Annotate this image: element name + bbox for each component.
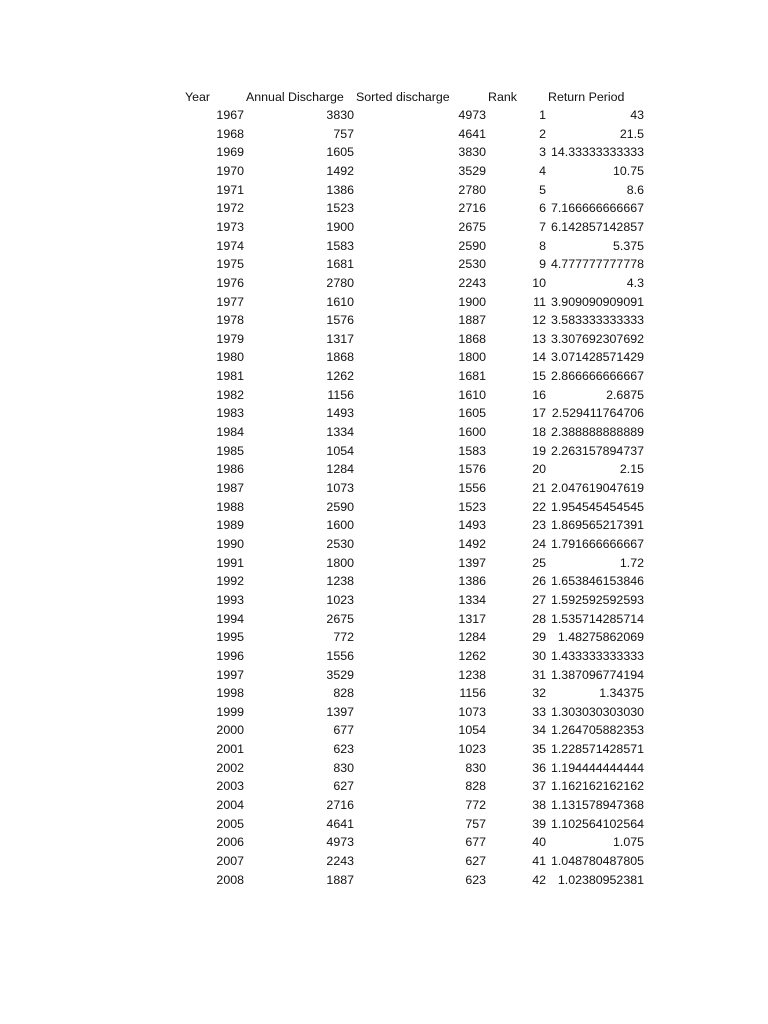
table-header-row [0,88,768,106]
sorted-discharge-cell: 3529 [458,163,486,178]
year-cell: 1985 [216,443,244,458]
return-period-cell: 2.529411764706 [551,406,644,421]
table-row [0,274,768,292]
year-cell: 1984 [216,425,244,440]
return-period-cell: 4.777777777778 [550,257,644,272]
rank-cell: 20 [532,462,546,477]
year-cell: 1997 [216,667,244,682]
year-cell: 1970 [216,163,244,178]
table-row [0,852,768,870]
return-period-cell: 1.592592592593 [550,592,644,607]
table-row [0,871,768,889]
annual-discharge-cell: 1583 [326,238,354,253]
return-period-cell: 1.48275862069 [557,630,644,645]
annual-discharge-cell: 1492 [326,163,354,178]
rank-cell: 11 [533,294,546,309]
year-cell: 1989 [216,518,244,533]
year-cell: 1977 [216,294,244,309]
rank-cell: 16 [532,387,546,402]
annual-discharge-cell: 1284 [326,462,354,477]
rank-cell: 39 [532,816,546,831]
rank-cell: 25 [532,555,546,570]
table-row [0,460,768,478]
return-period-cell: 1.102564102564 [550,816,644,831]
rank-cell: 19 [532,443,546,458]
return-period-cell: 1.791666666667 [550,536,644,551]
sorted-discharge-cell: 1900 [458,294,486,309]
table-row [0,404,768,422]
return-period-cell: 2.388888888889 [550,425,644,440]
annual-discharge-cell: 2590 [326,499,354,514]
annual-discharge-cell: 1317 [326,331,354,346]
year-cell: 1992 [216,574,244,589]
return-period-cell: 3.071428571429 [550,350,644,365]
sorted-discharge-cell: 1073 [458,704,486,719]
annual-discharge-cell: 1023 [326,592,354,607]
table-row [0,721,768,739]
return-period-cell: 2.866666666667 [550,369,644,384]
annual-discharge-cell: 1156 [327,387,354,402]
year-cell: 1990 [216,536,244,551]
sorted-discharge-cell: 2780 [458,182,486,197]
year-cell: 1999 [216,704,244,719]
sorted-discharge-cell: 2590 [458,238,486,253]
header-annual-discharge: Annual Discharge [246,90,344,104]
sorted-discharge-cell: 1610 [458,387,486,402]
annual-discharge-cell: 772 [333,630,354,645]
year-cell: 1974 [216,238,244,253]
year-cell: 1967 [216,108,244,122]
rank-cell: 3 [539,145,546,160]
annual-discharge-cell: 1334 [326,425,354,440]
year-cell: 2005 [216,816,244,831]
return-period-cell: 1.72 [619,555,644,570]
annual-discharge-cell: 623 [333,742,354,757]
header-return-period: Return Period [548,90,625,104]
return-period-cell: 4.3 [626,275,644,290]
return-period-cell: 1.194444444444 [550,760,644,775]
return-period-cell: 1.954545454545 [550,499,644,514]
return-period-cell: 1.228571428571 [550,742,644,757]
year-cell: 1978 [216,313,244,328]
rank-cell: 30 [532,648,546,663]
sorted-discharge-cell: 2716 [458,201,486,216]
annual-discharge-cell: 1073 [326,481,354,495]
sorted-discharge-cell: 1238 [458,667,486,682]
table-row [0,815,768,833]
year-cell: 1972 [216,201,244,216]
return-period-cell: 1.387096774194 [550,667,644,682]
annual-discharge-cell: 1868 [326,350,354,365]
year-cell: 1973 [216,219,244,234]
table-row [0,666,768,684]
return-period-cell: 2.047619047619 [550,481,644,495]
rank-cell: 6 [539,201,546,216]
year-cell: 1980 [216,350,244,365]
year-cell: 2001 [216,742,244,757]
year-cell: 2008 [216,872,244,887]
annual-discharge-cell: 1900 [326,219,354,234]
return-period-cell: 43 [630,108,644,122]
year-cell: 1994 [216,611,244,626]
year-cell: 1979 [216,331,244,346]
table-row [0,143,768,161]
rank-cell: 38 [532,798,546,813]
table-row [0,777,768,795]
annual-discharge-cell: 677 [333,723,354,738]
annual-discharge-cell: 2675 [326,611,354,626]
year-cell: 2002 [216,760,244,775]
table-row [0,479,768,497]
sorted-discharge-cell: 2530 [458,257,486,272]
annual-discharge-cell: 1681 [326,257,354,272]
table-row [0,386,768,404]
sorted-discharge-cell: 772 [465,798,486,813]
rank-cell: 22 [532,499,546,514]
rank-cell: 27 [532,592,546,607]
return-period-cell: 3.583333333333 [550,313,644,328]
table-row [0,740,768,758]
sorted-discharge-cell: 3830 [458,145,486,160]
sorted-discharge-cell: 677 [465,835,486,850]
table-row [0,181,768,199]
table-row [0,684,768,702]
sorted-discharge-cell: 1492 [458,536,486,551]
year-cell: 1988 [216,499,244,514]
rank-cell: 28 [532,611,546,626]
table-row [0,237,768,255]
table-row [0,293,768,311]
annual-discharge-cell: 1556 [326,648,354,663]
table-row [0,199,768,217]
return-period-cell: 8.6 [626,182,644,197]
table-row [0,330,768,348]
table-row [0,572,768,590]
year-cell: 2003 [216,779,244,794]
sorted-discharge-cell: 1317 [458,611,486,626]
table-row [0,125,768,143]
sorted-discharge-cell: 1284 [458,630,486,645]
rank-cell: 8 [539,238,546,253]
return-period-cell: 1.075 [612,835,644,850]
sorted-discharge-cell: 1868 [458,331,486,346]
table-row [0,759,768,777]
return-period-cell: 1.02380952381 [557,872,644,887]
table-row [0,218,768,236]
return-period-cell: 1.131578947368 [550,798,644,813]
year-cell: 1998 [216,686,244,701]
table-row [0,591,768,609]
sorted-discharge-cell: 1386 [458,574,486,589]
return-period-cell: 3.307692307692 [550,331,644,346]
return-period-cell: 3.909090909091 [550,294,644,309]
rank-cell: 13 [532,331,546,346]
sorted-discharge-cell: 830 [465,760,486,775]
return-period-cell: 21.5 [619,126,644,141]
annual-discharge-cell: 1605 [326,145,354,160]
annual-discharge-cell: 3529 [326,667,354,682]
rank-cell: 12 [532,313,546,328]
year-cell: 2006 [216,835,244,850]
rank-cell: 4 [539,163,546,178]
sorted-discharge-cell: 1262 [458,648,486,663]
year-cell: 1986 [216,462,244,477]
annual-discharge-cell: 1386 [326,182,354,197]
sorted-discharge-cell: 2243 [458,275,486,290]
annual-discharge-cell: 1238 [326,574,354,589]
table-row [0,516,768,534]
year-cell: 1971 [216,182,244,197]
year-cell: 1991 [216,555,244,570]
table-row [0,703,768,721]
sorted-discharge-cell: 4641 [458,126,486,141]
rank-cell: 42 [532,872,546,887]
return-period-cell: 1.535714285714 [550,611,644,626]
annual-discharge-cell: 1493 [326,406,354,421]
year-cell: 2004 [216,798,244,813]
sorted-discharge-cell: 828 [465,779,486,794]
year-cell: 1976 [216,275,244,290]
table-row [0,255,768,273]
header-rank: Rank [488,90,517,104]
rank-cell: 40 [532,835,546,850]
year-cell: 1975 [216,257,244,272]
table-row [0,311,768,329]
header-year: Year [185,90,211,104]
sorted-discharge-cell: 1334 [458,592,486,607]
header-sorted-discharge: Sorted discharge [356,90,450,104]
table-row [0,610,768,628]
sorted-discharge-cell: 623 [465,872,486,887]
annual-discharge-cell: 1610 [326,294,354,309]
table-row [0,498,768,516]
annual-discharge-cell: 1262 [326,369,354,384]
return-period-cell: 2.15 [619,462,644,477]
rank-cell: 18 [532,425,546,440]
sorted-discharge-cell: 4973 [458,108,486,122]
table-row [0,442,768,460]
return-period-cell: 7.166666666667 [550,201,644,216]
year-cell: 1987 [216,481,244,495]
annual-discharge-cell: 4641 [326,816,354,831]
return-period-cell: 1.34375 [599,686,644,701]
return-period-cell: 1.162162162162 [550,779,644,794]
return-period-cell: 2.263157894737 [550,443,644,458]
sorted-discharge-cell: 1156 [459,686,486,701]
return-period-cell: 1.653846153846 [550,574,644,589]
table-row [0,554,768,572]
rank-cell: 9 [539,257,546,272]
return-period-cell: 1.869565217391 [550,518,644,533]
rank-cell: 32 [532,686,546,701]
table-row [0,162,768,180]
sorted-discharge-cell: 1054 [458,723,486,738]
return-period-cell: 1.048780487805 [550,854,644,868]
year-cell: 2000 [216,723,244,738]
rank-cell: 17 [532,406,546,421]
annual-discharge-cell: 1054 [326,443,354,458]
table-row [0,833,768,851]
year-cell: 1983 [216,406,244,421]
rank-cell: 35 [532,742,546,757]
sorted-discharge-cell: 1583 [458,443,486,458]
return-period-cell: 1.303030303030 [550,704,644,719]
annual-discharge-cell: 1887 [326,872,354,887]
year-cell: 1995 [216,630,244,645]
table-row [0,535,768,553]
sorted-discharge-cell: 1023 [458,742,486,757]
year-cell: 1982 [216,387,244,402]
rank-cell: 23 [532,518,546,533]
annual-discharge-cell: 627 [333,779,354,794]
rank-cell: 1 [539,108,546,122]
sorted-discharge-cell: 1605 [458,406,486,421]
sorted-discharge-cell: 2675 [458,219,486,234]
annual-discharge-cell: 828 [333,686,354,701]
return-period-cell: 10.75 [612,163,644,178]
annual-discharge-cell: 1576 [326,313,354,328]
year-cell: 1969 [216,145,244,160]
return-period-cell: 6.142857142857 [550,219,644,234]
sorted-discharge-cell: 1887 [458,313,486,328]
rank-cell: 15 [532,369,546,384]
return-period-cell: 5.375 [612,238,644,253]
sorted-discharge-cell: 1800 [458,350,486,365]
year-cell: 1993 [216,592,244,607]
year-cell: 1996 [216,648,244,663]
year-cell: 1981 [216,369,244,384]
sorted-discharge-cell: 1576 [458,462,486,477]
table-row [0,423,768,441]
rank-cell: 24 [532,536,546,551]
return-period-cell: 2.6875 [606,387,644,402]
rank-cell: 37 [532,779,546,794]
return-period-cell: 14.33333333333 [550,145,644,160]
rank-cell: 14 [532,350,546,365]
annual-discharge-cell: 757 [333,126,354,141]
rank-cell: 31 [532,667,546,682]
rank-cell: 10 [532,275,546,290]
table-row [0,796,768,814]
sorted-discharge-cell: 757 [465,816,486,831]
sorted-discharge-cell: 1397 [458,555,486,570]
table-row [0,367,768,385]
rank-cell: 29 [532,630,546,645]
annual-discharge-cell: 2716 [326,798,354,813]
sorted-discharge-cell: 1600 [458,425,486,440]
annual-discharge-cell: 1800 [326,555,354,570]
table-row [0,647,768,665]
annual-discharge-cell: 1523 [326,201,354,216]
year-cell: 2007 [216,854,244,868]
rank-cell: 5 [539,182,546,197]
sorted-discharge-cell: 1556 [458,481,486,495]
rank-cell: 33 [532,704,546,719]
annual-discharge-cell: 2530 [326,536,354,551]
sorted-discharge-cell: 1681 [458,369,486,384]
rank-cell: 7 [539,219,546,234]
rank-cell: 41 [532,854,546,868]
return-period-cell: 1.433333333333 [550,648,644,663]
annual-discharge-cell: 1600 [326,518,354,533]
return-period-cell: 1.264705882353 [550,723,644,738]
year-cell: 1968 [216,126,244,141]
table-row [0,628,768,646]
sorted-discharge-cell: 627 [465,854,486,868]
rank-cell: 2 [539,126,546,141]
annual-discharge-cell: 3830 [326,108,354,122]
annual-discharge-cell: 1397 [326,704,354,719]
table-row [0,106,768,124]
rank-cell: 21 [532,481,546,495]
annual-discharge-cell: 830 [333,760,354,775]
sorted-discharge-cell: 1493 [458,518,486,533]
rank-cell: 34 [532,723,546,738]
annual-discharge-cell: 2780 [326,275,354,290]
rank-cell: 36 [532,760,546,775]
table-row [0,348,768,366]
annual-discharge-cell: 4973 [326,835,354,850]
annual-discharge-cell: 2243 [326,854,354,868]
sorted-discharge-cell: 1523 [458,499,486,514]
rank-cell: 26 [532,574,546,589]
